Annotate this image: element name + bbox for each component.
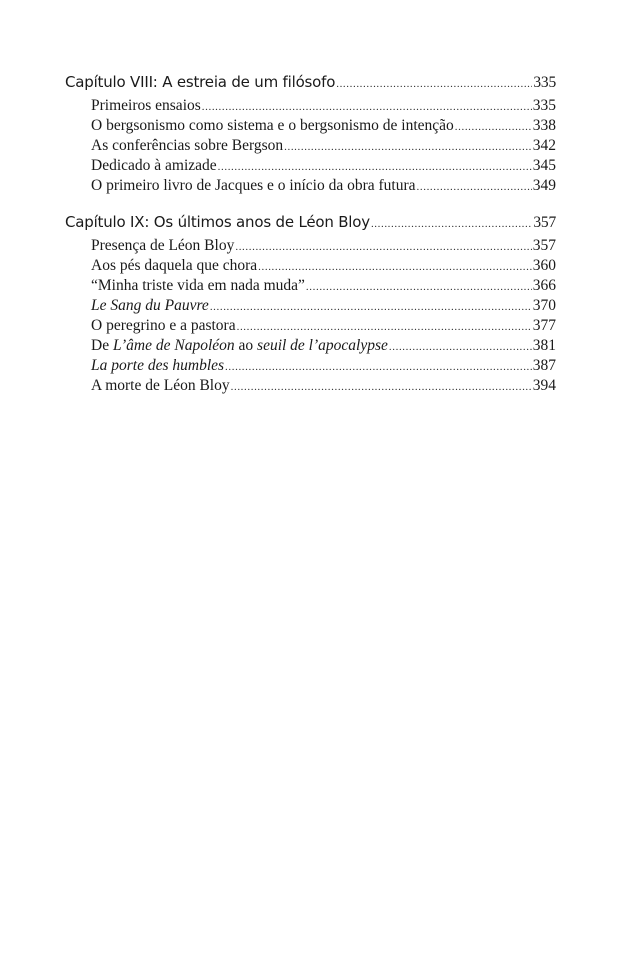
dot-leader xyxy=(417,177,532,197)
entry-text: De xyxy=(91,337,113,354)
entry-title xyxy=(91,336,388,356)
entry-text: Dedicado à amizade xyxy=(91,157,217,174)
page-number: 345 xyxy=(532,157,556,174)
page-number: 349 xyxy=(532,177,556,194)
entry-title xyxy=(91,176,416,196)
page-number: 381 xyxy=(532,337,556,354)
chapter-9 xyxy=(65,210,556,396)
page-number: 335 xyxy=(532,97,556,114)
entry-text: Primeiros ensaios xyxy=(91,97,201,114)
entry-title xyxy=(91,276,305,296)
dot-leader xyxy=(455,117,532,137)
toc-entry[interactable] xyxy=(65,276,556,296)
entry-text-italic: Le Sang du Pauvre xyxy=(91,297,209,314)
page-number: 370 xyxy=(532,297,556,314)
dot-leader xyxy=(235,237,531,257)
page-number: 338 xyxy=(532,117,556,134)
toc-entry[interactable] xyxy=(65,356,556,376)
page-number: 335 xyxy=(533,74,556,91)
dot-leader xyxy=(371,212,532,236)
toc-entry[interactable] xyxy=(65,176,556,196)
entry-text-italic: La porte des humbles xyxy=(91,357,225,374)
dot-leader xyxy=(231,377,532,397)
entry-title xyxy=(91,116,454,136)
entry-title xyxy=(91,156,217,176)
dot-leader xyxy=(225,357,532,377)
chapter-heading[interactable] xyxy=(65,70,556,94)
chapter-heading[interactable] xyxy=(65,210,556,234)
toc-entry[interactable] xyxy=(65,116,556,136)
toc-entry[interactable] xyxy=(65,316,556,336)
dot-leader xyxy=(210,297,532,317)
entry-title xyxy=(91,296,209,316)
chapter-title: Capítulo VIII: A estreia de um filósofo xyxy=(65,73,336,91)
dot-leader xyxy=(306,277,532,297)
page-number: 357 xyxy=(532,237,556,254)
chapter-title: Capítulo IX: Os últimos anos de Léon Bloy xyxy=(65,213,370,231)
dot-leader xyxy=(202,97,532,117)
dot-leader xyxy=(284,137,532,157)
dot-leader xyxy=(218,157,532,177)
entry-title xyxy=(91,356,224,376)
entry-text: O primeiro livro de Jacques e o início da obra futura xyxy=(91,177,416,194)
entry-text: “Minha triste vida em nada muda” xyxy=(91,277,305,294)
page-number: 377 xyxy=(532,317,556,334)
entry-text: As conferências sobre Bergson xyxy=(91,137,284,154)
entry-text: O bergsonismo como sistema e o bergsonismo de intenção xyxy=(91,117,454,134)
dot-leader xyxy=(258,257,532,277)
entry-title xyxy=(91,256,257,276)
entry-title xyxy=(91,236,234,256)
toc-entry[interactable] xyxy=(65,156,556,176)
entry-text-italic: seuil de l’apocalypse xyxy=(257,337,388,354)
chapter-8 xyxy=(65,70,556,196)
toc-entry[interactable] xyxy=(65,136,556,156)
toc-entry[interactable] xyxy=(65,376,556,396)
entry-text: ao xyxy=(234,337,258,354)
entry-text: Presença de Léon Bloy xyxy=(91,237,235,254)
toc-entry[interactable] xyxy=(65,336,556,356)
entry-text: A morte de Léon Bloy xyxy=(91,377,230,394)
page-number: 387 xyxy=(532,357,556,374)
page-number: 357 xyxy=(533,214,556,231)
entry-title xyxy=(91,316,236,336)
entry-title xyxy=(91,96,201,116)
page-number: 342 xyxy=(532,137,556,154)
entry-text: Aos pés daquela que chora xyxy=(91,257,258,274)
entry-text-italic: L’âme de Napoléon xyxy=(112,337,235,354)
entry-title xyxy=(91,376,230,396)
toc-entry[interactable] xyxy=(65,296,556,316)
page-number: 366 xyxy=(532,277,556,294)
page-number: 360 xyxy=(532,257,556,274)
entry-text: O peregrino e a pastora xyxy=(91,317,236,334)
entry-title xyxy=(91,136,283,156)
page-number: 394 xyxy=(532,377,556,394)
toc-entry[interactable] xyxy=(65,256,556,276)
toc-entry[interactable] xyxy=(65,236,556,256)
dot-leader xyxy=(237,317,532,337)
table-of-contents xyxy=(65,70,556,410)
dot-leader xyxy=(389,337,532,357)
dot-leader xyxy=(336,72,532,96)
toc-entry[interactable] xyxy=(65,96,556,116)
